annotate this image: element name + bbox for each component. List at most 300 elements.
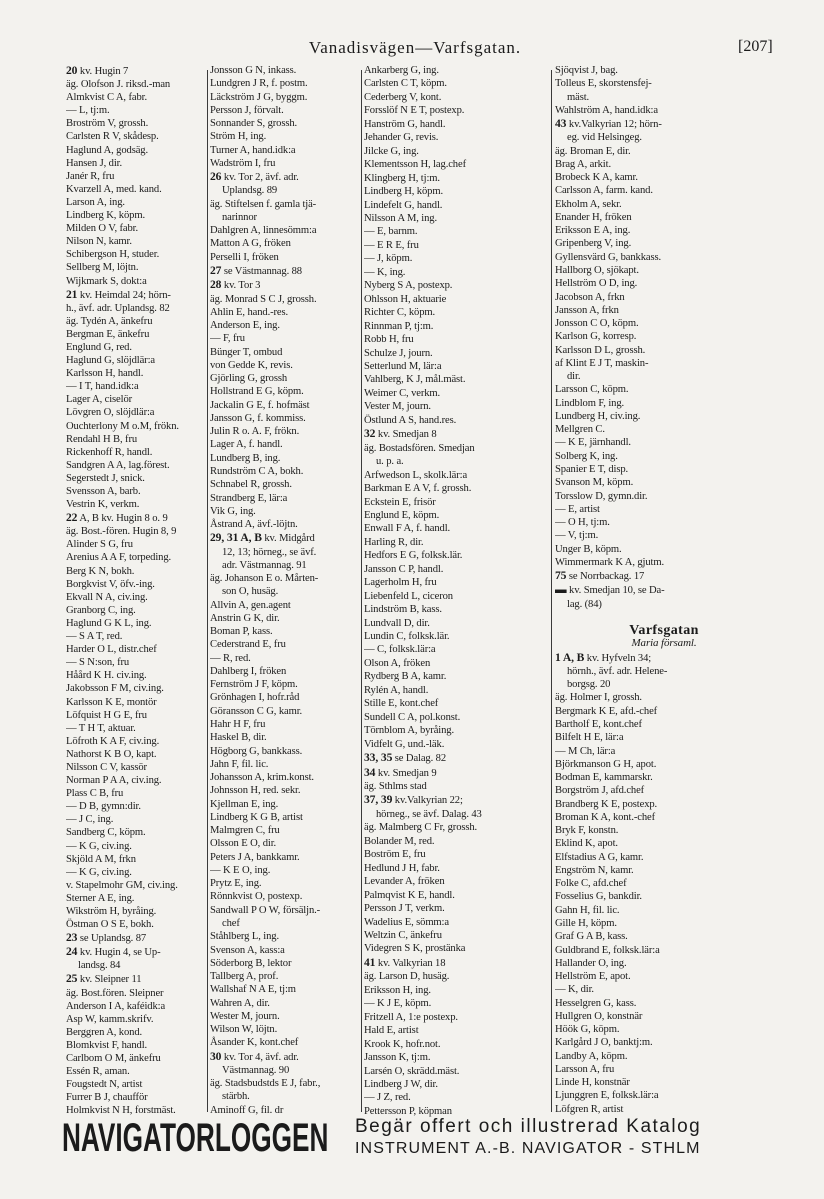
directory-entry: Ström H, ing. [210, 131, 267, 143]
entry-text: kv.Valkyrian 22; [394, 795, 463, 807]
directory-entry: Linde H, konstnär [555, 1077, 630, 1089]
directory-entry: Gripenberg V, ing. [555, 238, 632, 250]
directory-entry: Unger B, köpm. [555, 543, 622, 555]
directory-entry: Karlgård J O, banktj:m. [555, 1037, 653, 1049]
directory-entry: Svensson A, barb. [66, 486, 141, 497]
directory-entry: Haglund G, slöjdlär:a [66, 355, 155, 367]
property-entry [364, 793, 550, 807]
directory-entry: Larsson C, köpm. [555, 384, 629, 396]
directory-entry: äg. Bost.fören. Sleipner [66, 987, 164, 999]
advertisement-brand [62, 1114, 352, 1162]
directory-entry: — C, folksk.lär:a [364, 644, 436, 656]
address-number: 1 A, B [555, 650, 585, 664]
directory-entry: Berg K N, bokh. [66, 565, 135, 577]
directory-entry: Persson J, förvalt. [210, 104, 284, 116]
directory-entry: Wilson W, löjtn. [210, 1024, 278, 1036]
directory-entry: Rylén A, handl. [364, 684, 429, 696]
directory-entry: Fougstedt N, artist [66, 1079, 143, 1091]
entry-text: eg. vid Helsingeg. [567, 132, 642, 144]
entry-text: kv.Valkyrian 12; hörn- [568, 119, 662, 131]
directory-entry: äg. Tydén A, änkefru [66, 315, 153, 327]
directory-entry: Enander H, fröken [555, 211, 632, 223]
directory-entry: Vik G, ing. [210, 505, 256, 517]
directory-entry: — K J E, köpm. [364, 998, 432, 1010]
directory-entry: Carlsten R V, skådesp. [66, 131, 159, 143]
directory-entry: Levander A, fröken [364, 876, 445, 888]
directory-entry: Cederberg V, kont. [364, 91, 442, 103]
directory-entry: Wijkmark S, dokt:a [66, 275, 147, 287]
directory-entry: äg. Broman E, dir. [555, 145, 631, 157]
directory-entry: Björkmanson G H, apot. [555, 758, 657, 770]
entry-text: se Dalag. 82 [394, 753, 447, 765]
directory-entry: Eriksson H, ing. [364, 984, 431, 996]
directory-entry: Löfroth K A F, civ.ing. [66, 735, 160, 747]
directory-entry: Brandberg K E, postexp. [555, 798, 658, 810]
directory-entry: Mellgren C. [555, 424, 605, 436]
directory-entry: Schnabel R, grossh. [210, 479, 292, 491]
property-entry [555, 569, 773, 583]
directory-entry: Jonsson C O, köpm. [555, 318, 639, 330]
directory-entry: äg. Bostadsfören. Smedjan [364, 442, 475, 454]
directory-entry: Bergmark K E, afd.-chef [555, 705, 658, 717]
directory-entry: Höök G, köpm. [555, 1024, 620, 1036]
directory-entry: Brobeck K A, kamr. [555, 172, 638, 184]
directory-entry: Lundgren J R, f. postm. [210, 78, 308, 90]
directory-entry: Larsén O, skrädd.mäst. [364, 1065, 460, 1077]
directory-entry: Lundvall D, dir. [364, 617, 430, 629]
directory-entry: — M Ch, lär:a [555, 745, 616, 757]
directory-entry: äg. Bost.-fören. Hugin 8, 9 [66, 526, 177, 538]
directory-entry: Svenson A, kass:a [210, 944, 285, 956]
street-heading: Varfsgatan [629, 624, 699, 638]
entry-text: kv. Valkyrian 18 [377, 957, 446, 969]
directory-entry: Ljunggren E, folksk.lär:a [555, 1090, 659, 1102]
address-number: 75 [555, 569, 567, 583]
directory-entry: Engström N, kamr. [555, 864, 634, 876]
directory-entry: Eklind K, apot. [555, 838, 618, 850]
entry-text: kv. Midgård [264, 533, 315, 545]
directory-entry: Hald E, artist [364, 1025, 419, 1037]
property-entry [210, 170, 360, 184]
directory-entry: von Gedde K, revis. [210, 359, 293, 371]
directory-entry: äg. Malmberg C Fr, grossh. [364, 822, 478, 834]
directory-entry: Alinder S G, fru [66, 539, 133, 551]
continuation-line [555, 678, 773, 691]
directory-entry: — T H T, aktuar. [66, 722, 136, 734]
directory-entry: Ekvall N A, civ.ing. [66, 591, 148, 603]
directory-entry: Sellberg M, löjtn. [66, 262, 139, 274]
directory-entry: Tallberg A, prof. [210, 971, 279, 983]
directory-entry: Rydberg B A, kamr. [364, 671, 447, 683]
address-number: 33, 35 [364, 751, 393, 765]
directory-entry: Bartholf E, kont.chef [555, 719, 642, 731]
property-entry [364, 766, 550, 780]
directory-entry: — O H, tj:m. [555, 517, 610, 529]
directory-entry: Jilcke G, ing. [364, 145, 419, 157]
directory-entry: Carlsson A, farm. kand. [555, 185, 653, 197]
directory-entry: Olsson E O, dir. [210, 838, 277, 850]
directory-entry: Fernström J F, köpm. [210, 679, 298, 691]
directory-entry: — D B, gymn:dir. [66, 801, 141, 813]
directory-entry: Englund E, köpm. [364, 509, 440, 521]
directory-entry: Lager A, ciselör [66, 394, 133, 406]
directory-entry: Rickenhoff R, handl. [66, 446, 153, 458]
directory-entry: Söderborg B, lektor [210, 957, 292, 969]
directory-entry: Ekholm A, sekr. [555, 198, 622, 210]
directory-entry: v. Stapelmohr GM, civ.ing. [66, 879, 178, 891]
directory-entry: Wester M, journ. [210, 1010, 280, 1022]
property-entry [66, 288, 206, 302]
directory-entry: — K E O, ing. [210, 864, 271, 876]
directory-entry: Schulze J, journ. [364, 347, 433, 359]
property-entry [364, 956, 550, 970]
continuation-line [210, 559, 360, 572]
directory-entry: Hollstrand E G, köpm. [210, 386, 304, 398]
directory-entry: — R, red. [210, 652, 251, 664]
address-number: 34 [364, 765, 376, 779]
entry-text: chef [222, 918, 240, 929]
address-number: 30 [210, 1049, 222, 1063]
directory-entry: — E, barnm. [364, 226, 418, 238]
directory-entry: Perselli I, fröken [210, 251, 279, 263]
directory-entry: Hahr H F, fru [210, 719, 266, 731]
directory-entry: Fritzell A, 1:e postexp. [364, 1011, 458, 1023]
directory-column-3 [364, 64, 550, 1118]
directory-entry: Jansson C P, handl. [364, 563, 444, 575]
directory-entry: Carlsten C T, köpm. [364, 78, 447, 90]
directory-entry: Svanson M, köpm. [555, 477, 634, 489]
directory-entry: Broman K A, kont.-chef [555, 811, 656, 823]
directory-entry: Haglund A, godsäg. [66, 144, 148, 156]
directory-entry: Vester M, journ. [364, 401, 431, 413]
address-number: 26 [210, 170, 222, 184]
directory-entry: Harling R, dir. [364, 536, 424, 548]
directory-entry: Asp W, kamm.skrifv. [66, 1013, 154, 1025]
directory-entry: Rendahl H B, fru [66, 433, 138, 445]
directory-entry: Prytz E, ing. [210, 878, 262, 890]
address-number: 29, 31 A, B [210, 531, 262, 545]
address-number: 21 [66, 287, 78, 301]
directory-entry: Dahlberg I, fröken [210, 665, 287, 677]
address-number: 25 [66, 972, 78, 986]
address-number: 20 [66, 64, 78, 77]
directory-entry: — K G, civ.ing. [66, 866, 132, 878]
parish-subheading: Maria församl. [631, 637, 697, 650]
directory-entry: Landby A, köpm. [555, 1050, 628, 1062]
directory-entry: Brag A, arkit. [555, 158, 611, 170]
directory-entry: — E R E, fru [364, 239, 419, 251]
directory-entry: Robb H, fru [364, 334, 414, 346]
entry-text: narinnor [222, 211, 257, 223]
column-divider [361, 70, 362, 1112]
directory-entry: Lindberg H, köpm. [364, 186, 443, 198]
directory-entry: Solberg K, ing. [555, 450, 618, 462]
entry-text: adr. Västmannag. 91 [222, 559, 307, 571]
directory-entry: Lindström B, kass. [364, 604, 442, 616]
continuation-line [210, 917, 360, 930]
directory-entry: Rönnkvist O, postexp. [210, 891, 303, 903]
continuation-line [210, 585, 360, 598]
continuation-line [210, 184, 360, 197]
directory-entry: Milden O V, fabr. [66, 223, 139, 235]
directory-entry: Setterlund M, lär:a [364, 360, 442, 372]
address-number: ▬ [555, 583, 567, 597]
directory-entry: Lundberg B, ing. [210, 452, 281, 464]
directory-entry: äg. Stiftelsen f. gamla tjä- [210, 198, 317, 210]
property-entry [210, 531, 360, 545]
directory-entry: Vidfelt G, und.-läk. [364, 738, 445, 750]
directory-entry: äg. Olofson J. riksd.-man [66, 79, 171, 91]
directory-entry: Ankarberg G, ing. [364, 65, 439, 76]
directory-entry: Hullgren O, konstnär [555, 1010, 643, 1022]
directory-entry: Forsslöf N E T, postexp. [364, 105, 465, 117]
directory-entry: Hellström E, apot. [555, 971, 631, 983]
entry-text: kv. Smedjan 9 [377, 767, 437, 779]
directory-entry: — S A T, red. [66, 631, 123, 643]
entry-text: dir. [567, 371, 581, 383]
directory-entry: Turner A, hand.idk:a [210, 144, 296, 156]
directory-entry: Dahlgren A, linnesömm:a [210, 225, 317, 237]
entry-text: hörnh., ävf. adr. Helene- [567, 665, 668, 677]
address-number: 41 [364, 955, 376, 969]
directory-entry: Ouchterlony M o.M, frökn. [66, 420, 179, 432]
directory-entry: Bryk F, konstn. [555, 825, 619, 837]
directory-entry: Lagerholm H, fru [364, 577, 437, 589]
directory-entry: Gyllensvärd G, bankkass. [555, 251, 661, 263]
directory-entry: Weimer C, verkm. [364, 387, 441, 399]
directory-entry: — V, tj:m. [555, 530, 599, 542]
directory-entry: äg. Larson D, husäg. [364, 971, 450, 983]
continuation-line [210, 1064, 360, 1077]
directory-entry: Tolleus E, skorstensfej- [555, 78, 652, 90]
continuation-line [555, 370, 773, 383]
advertisement-tagline: Begär offert och illustrerad Katalog [355, 1116, 702, 1137]
directory-entry: Jansson A, frkn [555, 304, 619, 316]
directory-entry: äg. Stadsbudstds E J, fabr., [210, 1078, 321, 1090]
directory-entry: Nilson N, kamr. [66, 236, 132, 248]
directory-entry: Cederstrand E, fru [210, 639, 286, 651]
directory-entry: Folke C, afd.chef [555, 878, 627, 890]
directory-entry: Kjellman E, ing. [210, 798, 279, 810]
directory-entry: Persson J T, verkm. [364, 903, 445, 915]
directory-entry: Lindberg J W, dir. [364, 1078, 438, 1090]
directory-entry: Strandberg E, lär:a [210, 492, 288, 504]
entry-text: borgsg. 20 [567, 679, 611, 691]
page-number: [207] [738, 38, 773, 55]
directory-entry: Nathorst K B O, kapt. [66, 748, 157, 760]
directory-entry: Lindefelt G, handl. [364, 199, 443, 211]
directory-entry: Arenius A A F, torpeding. [66, 552, 172, 564]
property-entry [66, 64, 206, 78]
directory-entry: Gahn H, fil. lic. [555, 904, 620, 916]
directory-entry: Boström E, fru [364, 849, 426, 861]
entry-text: kv. Tor 4, ävf. adr. [223, 1051, 299, 1063]
entry-text: kv. Smedjan 10, se Da- [569, 585, 665, 597]
entry-text: se Västmannag. 88 [223, 265, 302, 277]
directory-entry: Högborg G, bankkass. [210, 745, 303, 757]
directory-entry: Göransson C G, kamr. [210, 705, 303, 717]
entry-text: kv. Tor 2, ävf. adr. [223, 172, 299, 184]
continuation-line [364, 808, 550, 821]
address-number: 27 [210, 263, 222, 277]
directory-entry: Wahren A, dir. [210, 997, 270, 1009]
entry-text: se Norrbackag. 17 [568, 571, 645, 583]
property-entry [555, 583, 773, 597]
directory-entry: Furrer B J, chaufför [66, 1092, 148, 1104]
directory-entry: Bolander M, red. [364, 835, 435, 847]
directory-entry: äg. Johanson E o. Mårten- [210, 573, 319, 585]
directory-entry: Hesselgren G, kass. [555, 997, 637, 1009]
directory-entry: Richter C, köpm. [364, 307, 436, 319]
directory-entry: Lövgren O, slöjdlär:a [66, 407, 155, 419]
directory-entry: Östman O S E, bokh. [66, 919, 154, 931]
directory-entry: Nilsson C V, kassör [66, 761, 147, 773]
directory-entry: Jakobsson F M, civ.ing. [66, 683, 164, 695]
directory-entry: Skjöld A M, frkn [66, 853, 136, 865]
directory-entry: Wimmermark K A, gjutm. [555, 556, 665, 568]
entry-text: A, B kv. Hugin 8 o. 9 [79, 513, 168, 525]
directory-entry: Karlson G, korresp. [555, 331, 637, 343]
address-number: 24 [66, 945, 78, 959]
directory-entry: — K G, civ.ing. [66, 840, 132, 852]
directory-entry: Rundström C A, bokh. [210, 465, 304, 477]
address-number: 43 [555, 117, 567, 131]
address-number: 28 [210, 278, 222, 292]
directory-entry: — K, ing. [364, 266, 406, 278]
directory-entry: Spanier E T, disp. [555, 463, 629, 475]
directory-entry: Lundberg H, civ.ing. [555, 410, 641, 422]
directory-entry: af Klint E J T, maskin- [555, 357, 649, 369]
directory-entry: Nyberg S A, postexp. [364, 280, 453, 292]
entry-text: kv. Hyfveln 34; [586, 652, 652, 664]
directory-entry: Essén R, aman. [66, 1066, 130, 1078]
directory-entry: Sandberg C, köpm. [66, 827, 146, 839]
directory-entry: Karlsson H, handl. [66, 368, 144, 380]
entry-text: Västmannag. 90 [222, 1064, 290, 1076]
directory-entry: — F, fru [210, 333, 245, 345]
page-header-title: Vanadisvägen—Varfsgatan. [308, 38, 522, 57]
directory-entry: Segerstedt J, snick. [66, 472, 145, 484]
entry-text: kv. Sleipner 11 [79, 974, 142, 986]
property-entry [364, 427, 550, 441]
directory-entry: Bilfelt H E, lär:a [555, 732, 624, 744]
directory-entry: Allvin A, gen.agent [210, 599, 291, 611]
directory-entry: Eriksson E A, ing. [555, 225, 631, 237]
advertisement-brand-text: NAVIGATORLOGGEN [62, 1116, 329, 1160]
directory-entry: äg. Holmer I, grossh. [555, 692, 642, 704]
directory-entry: Lindberg K G B, artist [210, 811, 303, 823]
entry-text: kv. Heimdal 24; hörn- [79, 289, 171, 301]
directory-entry: — J C, ing. [66, 814, 114, 826]
directory-entry: Bodman E, kammarskr. [555, 772, 653, 784]
directory-entry: Wadström I, fru [210, 157, 276, 169]
directory-entry: Elfstadius A G, kamr. [555, 851, 644, 863]
directory-entry: Weltzin C, änkefru [364, 930, 442, 941]
directory-entry: Anderson E, ing. [210, 320, 280, 332]
entry-text: u. p. a. [376, 456, 404, 468]
directory-entry: Sonnander S, grossh. [210, 118, 298, 130]
directory-entry: Karlsson D L, grossh. [555, 344, 646, 356]
property-entry [210, 264, 360, 278]
directory-entry: Ståhlberg L, ing. [210, 931, 279, 943]
property-entry [66, 931, 206, 945]
property-entry [364, 751, 550, 765]
directory-entry: äg. Sthlms stad [364, 781, 427, 793]
entry-text: mäst. [567, 91, 590, 103]
entry-text: kv. Smedjan 8 [377, 429, 437, 441]
entry-text: landsg. 84 [78, 960, 121, 972]
property-entry [66, 511, 206, 525]
directory-entry: Enwall F A, f. handl. [364, 523, 451, 535]
directory-entry: Graf G A B, kass. [555, 931, 628, 943]
directory-entry: Granborg C, ing. [66, 604, 136, 616]
continuation-line [210, 211, 360, 224]
directory-entry: Aminoff G, fil. dr [210, 1104, 284, 1116]
directory-entry: Jacobson A, frkn [555, 291, 625, 303]
directory-entry: Klingberg H, tj:m. [364, 172, 440, 184]
directory-entry: Jansson K, tj:m. [364, 1052, 431, 1064]
directory-entry: Janér R, fru [66, 170, 115, 182]
directory-entry: Ahlin E, hand.-res. [210, 306, 289, 318]
directory-entry: Kvarzell A, med. kand. [66, 183, 162, 195]
directory-entry: Karlsson K E, montör [66, 696, 157, 708]
directory-entry: Larson A, ing. [66, 196, 125, 208]
directory-entry: Julin R o. A. F, frökn. [210, 426, 300, 438]
directory-entry: Borgkvist V, öfv.-ing. [66, 578, 155, 590]
directory-entry: Hanström G, handl. [364, 118, 446, 130]
directory-entry: Åsander K, kont.chef [210, 1037, 299, 1049]
directory-entry: Åstrand A, ävf.-löjtn. [210, 519, 298, 531]
address-number: 37, 39 [364, 793, 393, 807]
property-entry [66, 972, 206, 986]
directory-entry: Almkvist C A, fabr. [66, 92, 148, 104]
directory-entry: Jansson G, f. kommiss. [210, 412, 306, 424]
directory-entry: Fosselius G, bankdir. [555, 891, 642, 903]
directory-entry: Malmgren C, fru [210, 825, 280, 837]
directory-entry: Guldbrand E, folksk.lär:a [555, 944, 660, 956]
directory-entry: Barkman E A V, f. grossh. [364, 483, 472, 495]
address-number: 22 [66, 511, 78, 525]
continuation-line [364, 455, 550, 468]
address-number: 23 [66, 931, 78, 945]
directory-entry: Jahn F, fil. lic. [210, 758, 269, 770]
entry-text: kv. Tor 3 [223, 280, 261, 292]
property-entry [210, 278, 360, 292]
directory-entry: Sundell C A, pol.konst. [364, 711, 461, 723]
directory-entry: Torsslow D, gymn.dir. [555, 490, 648, 502]
directory-entry: — K E, järnhandl. [555, 437, 631, 449]
directory-entry: Hellström O D, ing. [555, 278, 638, 290]
directory-entry: Lindberg K, köpm. [66, 210, 145, 222]
continuation-line [210, 1090, 360, 1103]
directory-entry: Gjörling G, grossh [210, 373, 287, 385]
directory-entry: Vahlberg, K J, mål.mäst. [364, 374, 466, 386]
continuation-line [555, 131, 773, 144]
directory-entry: Grönhagen I, hofr.råd [210, 692, 300, 704]
directory-entry: Anstrin G K, dir. [210, 612, 280, 624]
directory-entry: Wallshaf N A E, tj:m [210, 984, 296, 996]
entry-text: hörneg., se ävf. Dalag. 43 [376, 808, 482, 820]
directory-entry: Wikström H, byråing. [66, 906, 157, 917]
directory-entry: Peters J A, bankkamr. [210, 851, 300, 863]
directory-entry: Boman P, kass. [210, 626, 273, 638]
property-entry [210, 1050, 360, 1064]
blank-line [555, 611, 773, 624]
directory-entry: Gille H, köpm. [555, 918, 617, 929]
directory-entry: Löfgren R, artist [555, 1103, 624, 1115]
directory-entry: Carlbom O M, änkefru [66, 1053, 161, 1065]
continuation-line [555, 91, 773, 104]
